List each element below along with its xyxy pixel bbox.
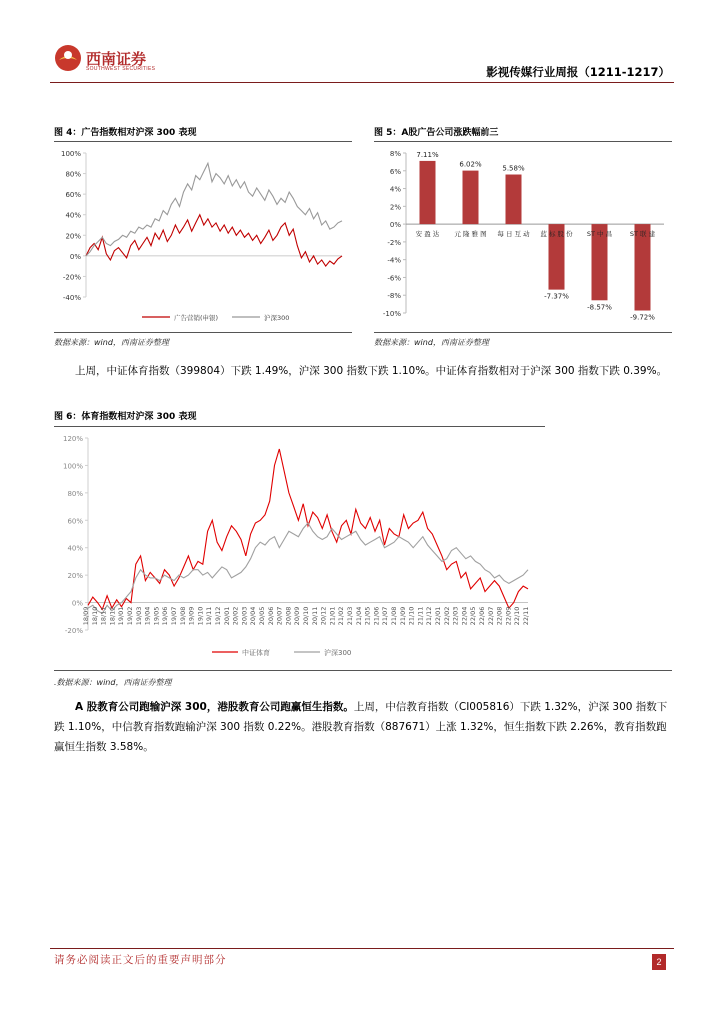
x-tick-label: 21/12 — [425, 606, 434, 626]
x-tick-label: 20/04 — [249, 606, 258, 626]
fig4-chart — [54, 145, 352, 330]
bar-3 — [506, 175, 522, 225]
y-tick-label: 4% — [389, 185, 401, 194]
fig5-title-rule — [374, 141, 672, 142]
y-tick-label: 0% — [71, 599, 83, 608]
y-tick-label: 40% — [65, 211, 81, 220]
x-tick-label: 19/01 — [117, 606, 126, 626]
sports-index-paragraph: 上周，中证体育指数（399804）下跌 1.49%，沪深 300 指数下跌 1.10%。中证体育指数相对于沪深 300 指数下跌 0.39%。 — [75, 365, 668, 377]
x-tick-label: 22/01 — [434, 606, 442, 626]
x-tick-label: 20/10 — [302, 606, 310, 626]
x-tick-label: 19/02 — [126, 606, 134, 626]
fig4-title-rule — [54, 141, 352, 142]
x-tick-label: 20/08 — [284, 606, 293, 626]
y-tick-label: 80% — [67, 489, 83, 498]
x-tick-label: 20/01 — [222, 606, 231, 626]
legend-label-1: 广告营销(申银) — [174, 314, 219, 322]
x-tick-label: 21/07 — [381, 606, 390, 626]
x-tick-label: 21/05 — [363, 606, 372, 626]
fig4-title: 图 4：广告指数相对沪深 300 表现 — [54, 128, 197, 138]
y-tick-label: 2% — [389, 203, 401, 212]
y-tick-label: 120% — [62, 435, 83, 443]
education-paragraph-lead: A 股教育公司跑输沪深 300，港股教育公司跑赢恒生指数。 — [75, 701, 354, 713]
x-tick-label: 22/06 — [478, 606, 486, 626]
x-tick-label: 19/06 — [161, 606, 170, 626]
series-line-2 — [86, 163, 342, 256]
x-tick-label: 22/10 — [513, 606, 522, 626]
bar-value-label-3: 5.58% — [502, 164, 525, 173]
series-line-1 — [86, 215, 342, 266]
x-tick-label: 19/12 — [214, 606, 222, 626]
y-tick-label: 6% — [389, 167, 401, 176]
header-divider — [50, 82, 674, 83]
y-tick-label: 40% — [67, 544, 83, 553]
legend-label-2: 沪深300 — [324, 649, 352, 657]
fig5-title: 图 5：A股广告公司涨跌幅前三 — [374, 128, 499, 138]
legend-label-2: 沪深300 — [264, 314, 290, 322]
fig5-source: 数据来源：wind，西南证券整理 — [374, 338, 489, 347]
x-tick-label: 19/07 — [170, 606, 178, 626]
x-tick-label: 21/04 — [354, 606, 363, 626]
x-tick-label: 22/03 — [451, 606, 460, 626]
x-tick-label: 18/11 — [99, 606, 108, 626]
fig4-bottom-rule — [54, 332, 352, 333]
y-tick-label: -2% — [387, 238, 401, 247]
bar-2 — [463, 171, 479, 225]
fig6-chart — [54, 430, 545, 670]
x-tick-label: 22/04 — [460, 606, 469, 626]
logo-emblem-icon — [54, 44, 82, 72]
y-tick-label: -40% — [62, 294, 81, 302]
y-tick-label: 0% — [69, 252, 81, 261]
x-tick-label: 20/12 — [319, 606, 328, 626]
y-tick-label: 8% — [389, 150, 401, 158]
category-label-3: 每 日 互 动 — [497, 230, 530, 239]
fig4-source: 数据来源：wind，西南证券整理 — [54, 338, 169, 347]
education-paragraph-body: 上周，中信教育指数（CI005816）下跌 1.32%，沪深 300 指数下跌 1.10%，中信教育指数跑输沪深 300 指数 0.22%。港股教育指数（887671）上涨 1.32%，恒生指数下跌 2.26%，教育指数跑赢恒生指数 3.58%。 — [54, 701, 668, 753]
logo-english: SOUTHWEST SECURITIES — [86, 66, 156, 72]
x-tick-label: 20/07 — [275, 606, 284, 626]
x-tick-label: 18/09 — [82, 606, 90, 626]
bar-value-label-4: -7.37% — [544, 292, 569, 301]
bar-value-label-5: -8.57% — [587, 303, 612, 312]
y-tick-label: 20% — [65, 232, 81, 241]
y-tick-label: -6% — [387, 274, 401, 283]
y-tick-label: 0% — [389, 221, 401, 230]
y-tick-label: 100% — [60, 150, 81, 158]
x-tick-label: 19/05 — [152, 606, 161, 626]
category-label-1: 安 盈 达 — [415, 230, 440, 239]
x-tick-label: 19/10 — [196, 606, 205, 626]
x-tick-label: 20/11 — [310, 606, 319, 626]
logo — [54, 44, 154, 76]
x-tick-label: 21/11 — [416, 606, 425, 626]
y-tick-label: -8% — [387, 292, 401, 301]
report-title: 影视传媒行业周报（1211-1217） — [486, 65, 670, 79]
legend-label-1: 中证体育 — [242, 649, 270, 657]
logo-name: 西南证券 — [86, 50, 147, 68]
fig6-title-rule — [54, 426, 545, 427]
x-tick-label: 19/11 — [205, 606, 214, 626]
y-tick-label: 20% — [67, 572, 83, 581]
y-tick-label: -20% — [62, 273, 81, 282]
bar-value-label-1: 7.11% — [416, 150, 439, 159]
x-tick-label: 21/06 — [372, 606, 381, 626]
category-label-5: ST 中 昌 — [586, 230, 613, 239]
fig6-bottom-rule — [54, 670, 672, 671]
y-tick-label: -10% — [382, 310, 401, 318]
x-tick-label: 22/11 — [522, 606, 530, 626]
x-tick-label: 21/10 — [407, 606, 416, 626]
x-tick-label: 21/08 — [390, 606, 398, 626]
x-tick-label: 19/04 — [143, 606, 152, 626]
x-tick-label: 19/09 — [187, 606, 196, 626]
fig6-source: .数据来源：wind，西南证券整理 — [54, 678, 172, 687]
x-tick-label: 22/05 — [469, 606, 478, 626]
x-tick-label: 22/07 — [486, 606, 495, 626]
x-tick-label: 18/12 — [108, 606, 117, 626]
fig5-bottom-rule — [374, 332, 672, 333]
y-tick-label: -20% — [64, 627, 83, 635]
fig6-title: 图 6：体育指数相对沪深 300 表现 — [54, 412, 197, 422]
x-tick-label: 19/03 — [134, 606, 143, 626]
x-tick-label: 20/02 — [231, 606, 240, 626]
category-label-4: 蓝 标 股 份 — [540, 230, 573, 239]
category-label-6: ST 联 建 — [629, 230, 656, 239]
fig5-chart — [374, 145, 672, 330]
category-label-2: 元 隆 雅 图 — [454, 230, 487, 239]
y-tick-label: -4% — [387, 256, 401, 265]
bar-value-label-6: -9.72% — [630, 313, 655, 322]
x-tick-label: 20/03 — [240, 606, 249, 626]
bar-value-label-2: 6.02% — [459, 160, 482, 169]
x-tick-label: 20/06 — [266, 606, 275, 626]
x-tick-label: 20/05 — [258, 606, 266, 626]
footer-disclaimer: 请务必阅读正文后的重要声明部分 — [54, 954, 227, 966]
education-index-paragraph — [54, 697, 672, 757]
y-tick-label: 80% — [65, 170, 81, 179]
footer-divider — [50, 948, 674, 949]
x-tick-label: 22/08 — [495, 606, 504, 626]
y-tick-label: 60% — [65, 191, 81, 200]
series-line-2 — [88, 523, 528, 614]
x-tick-label: 21/01 — [328, 606, 337, 626]
page-number: 2 — [652, 954, 666, 970]
y-tick-label: 60% — [67, 517, 83, 526]
series-line-1 — [88, 449, 528, 609]
x-tick-label: 21/02 — [337, 606, 346, 626]
x-tick-label: 22/09 — [504, 606, 513, 626]
x-tick-label: 21/09 — [398, 606, 407, 626]
bar-1 — [420, 161, 436, 224]
x-tick-label: 19/08 — [178, 606, 187, 626]
x-tick-label: 21/03 — [346, 606, 354, 626]
x-tick-label: 22/02 — [442, 606, 451, 626]
x-tick-label: 20/09 — [293, 606, 302, 626]
x-tick-label: 18/10 — [90, 606, 99, 626]
y-tick-label: 100% — [62, 462, 83, 471]
